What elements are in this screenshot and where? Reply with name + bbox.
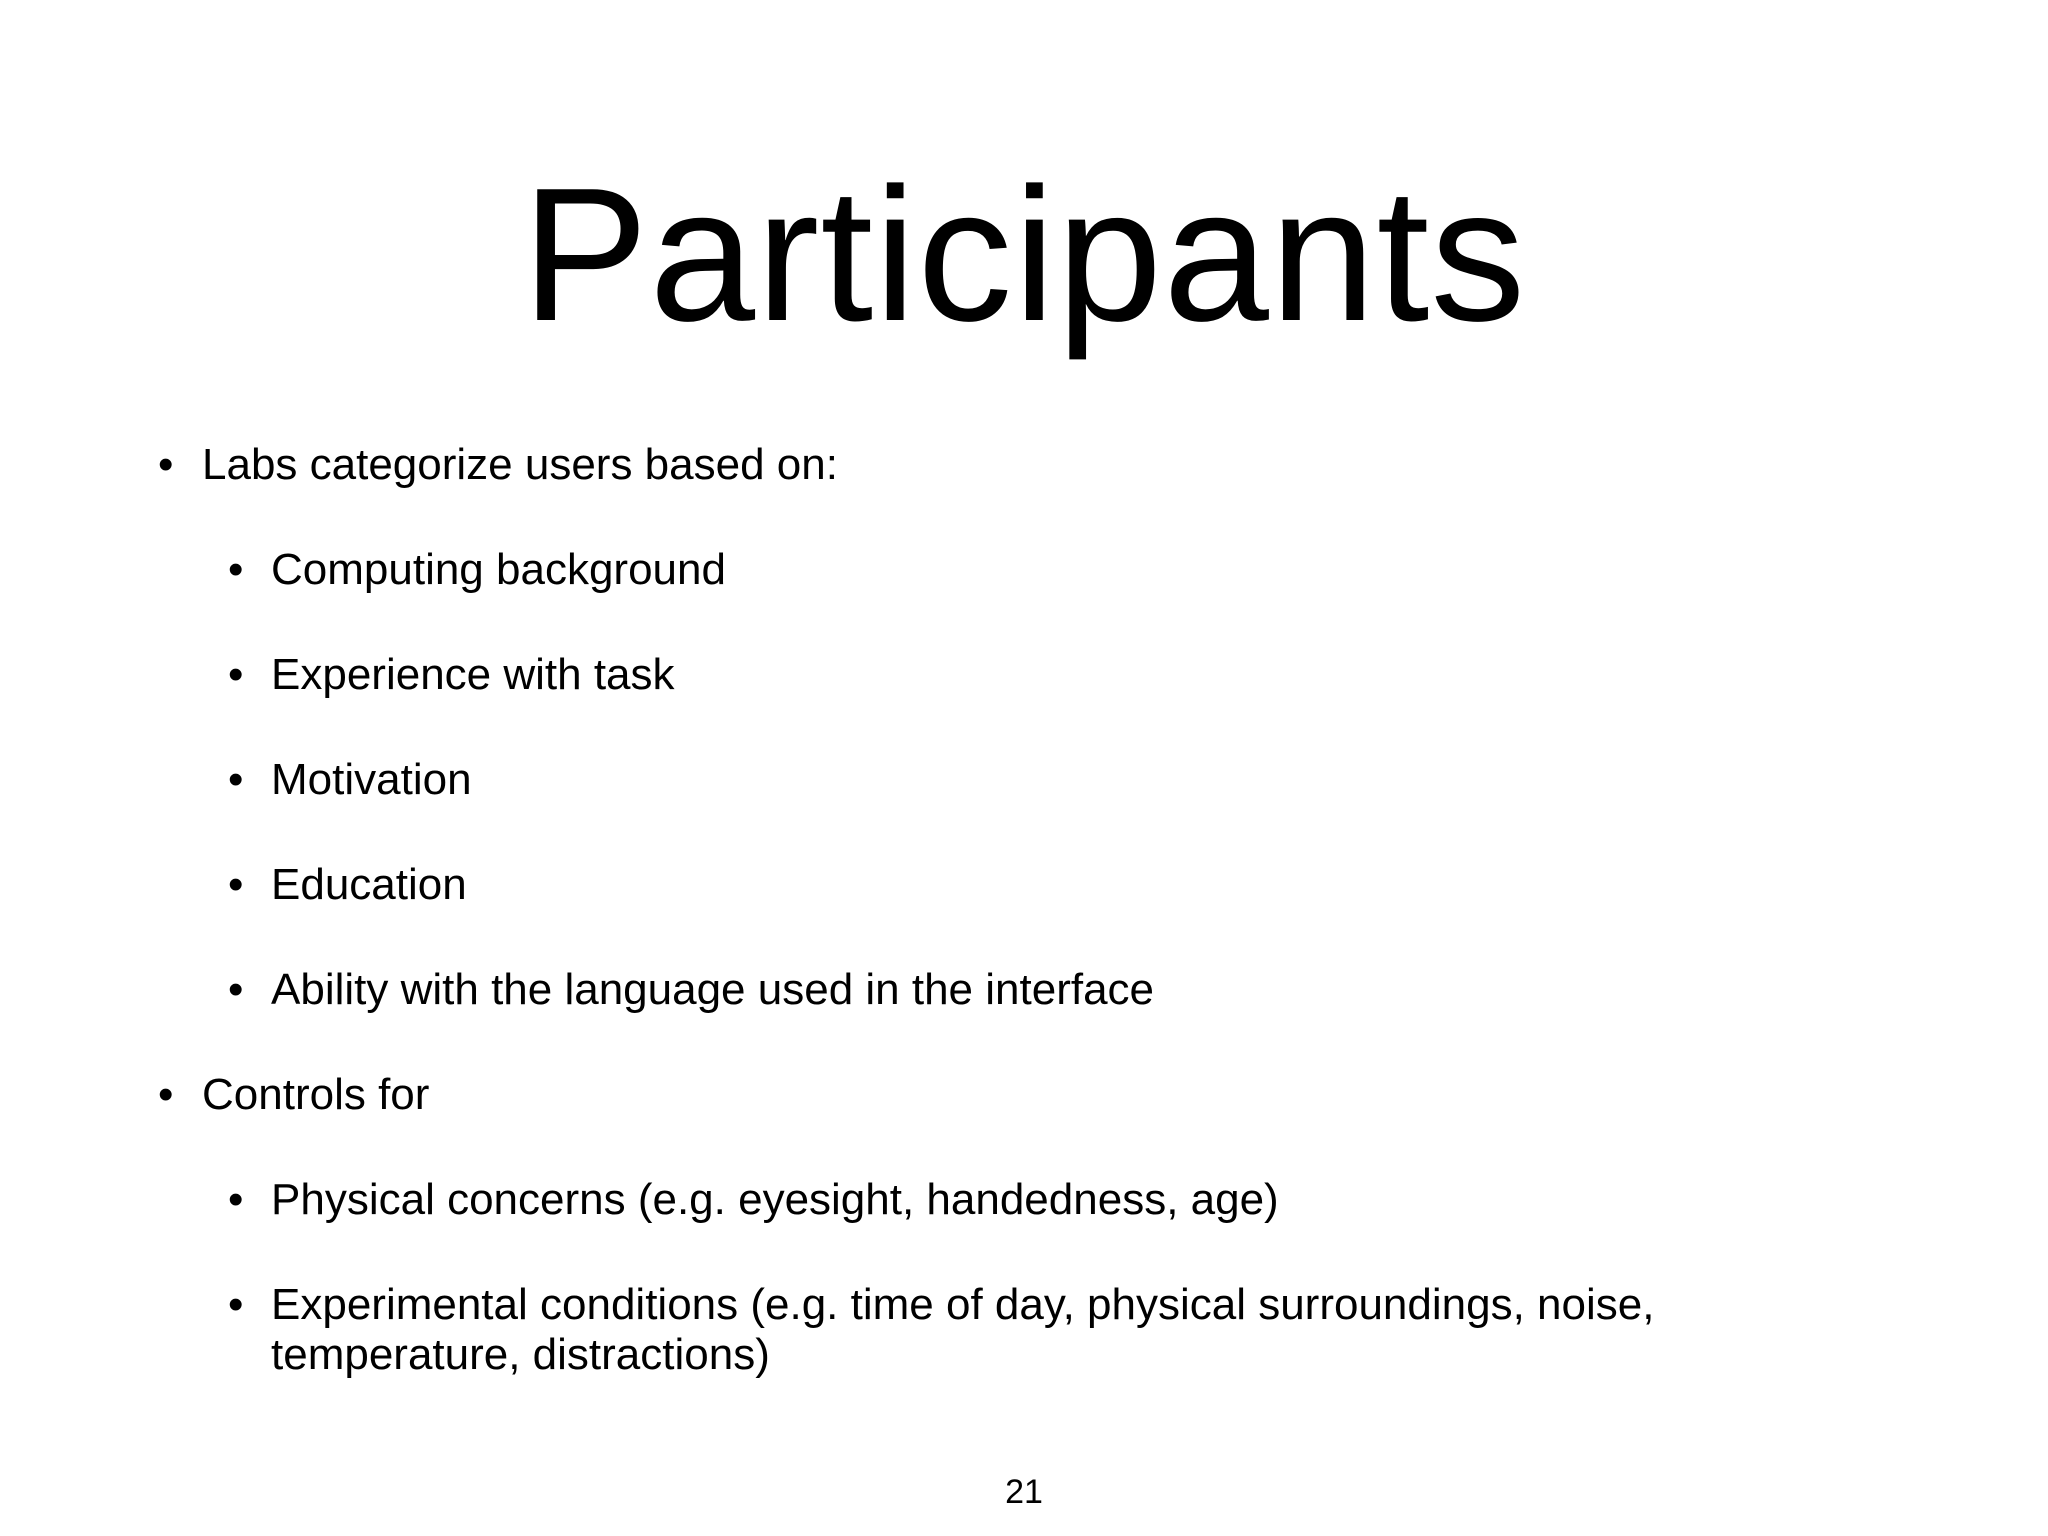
bullet-item: Labs categorize users based on: [202, 440, 838, 489]
slide-title: Participants [521, 149, 1527, 361]
sub-bullet-item-continuation: temperature, distractions) [271, 1330, 770, 1379]
sub-bullet-item: Motivation [271, 755, 472, 804]
bullet-icon: • [228, 1175, 244, 1224]
bullet-icon: • [228, 860, 244, 909]
bullet-icon: • [158, 1070, 174, 1119]
bullet-icon: • [228, 545, 244, 594]
sub-bullet-item: Ability with the language used in the interface [271, 965, 1155, 1014]
bullet-icon: • [228, 755, 244, 804]
bullet-icon: • [228, 965, 244, 1014]
sub-bullet-item: Experimental conditions (e.g. time of day, physical surroundings, noise, [271, 1280, 1655, 1329]
sub-bullet-item: Education [271, 860, 467, 909]
bullet-icon: • [228, 650, 244, 699]
page-number: 21 [1005, 1473, 1043, 1511]
bullet-icon: • [228, 1280, 244, 1329]
sub-bullet-item: Computing background [271, 545, 726, 594]
bullet-item: Controls for [202, 1070, 430, 1119]
bullet-icon: • [158, 440, 174, 489]
sub-bullet-item: Experience with task [271, 650, 675, 699]
sub-bullet-item: Physical concerns (e.g. eyesight, handedness, age) [271, 1175, 1279, 1224]
